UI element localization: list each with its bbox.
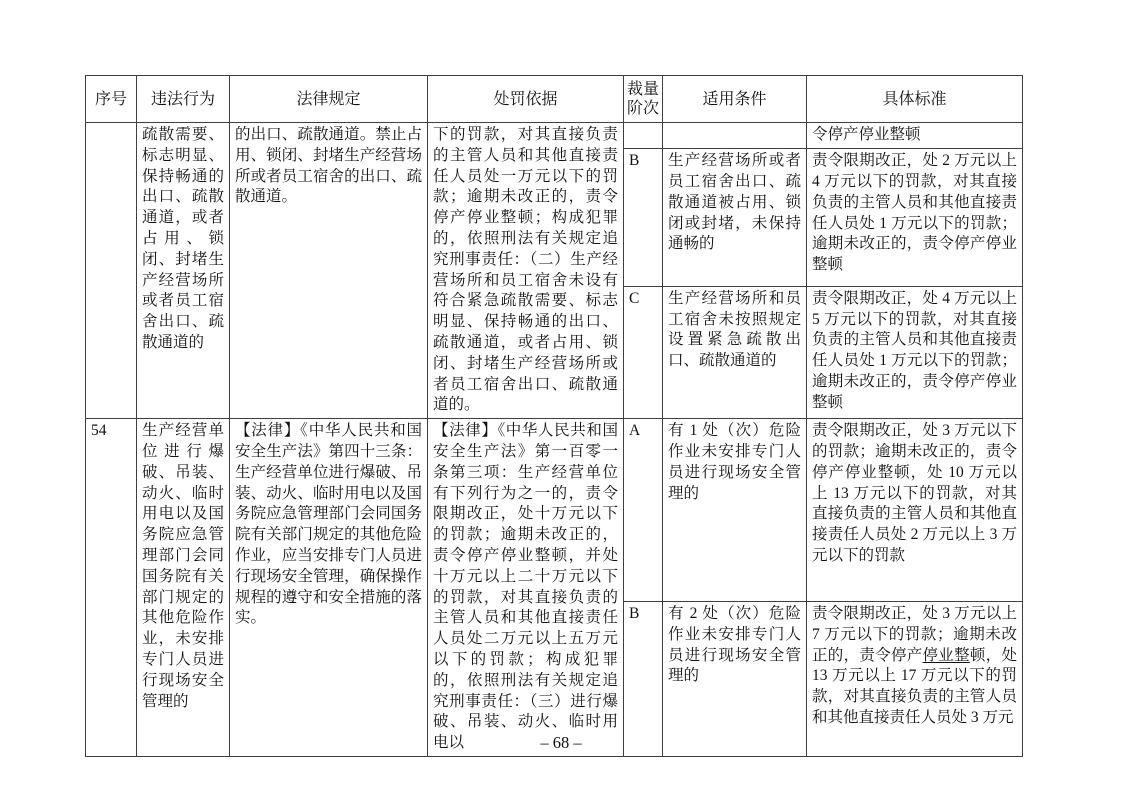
cell-applicable-condition [663, 123, 807, 149]
standard-text-after: 顿，处 13 万元以上 17 万元以下的罚款，对其直接负责的主管人员和其他直接责任人员处 3 万元 [812, 646, 1017, 727]
header-legal-provision: 法律规定 [230, 76, 428, 123]
cell-illegal-behavior: 疏散需要、标志明显、保持畅通的出口、疏散通道，或者占用、锁闭、封堵生产经营场所或者员工宿舍出口、疏散通道的 [137, 123, 230, 419]
cell-discretion-level: B [624, 149, 663, 286]
cell-discretion-level [624, 123, 663, 149]
cell-illegal-behavior: 生产经营单位进行爆破、吊装、动火、临时用电以及国务院应急管理部门会同国务院有关部门规定的其他危险作业，未安排专门人员进行现场安全管理的 [137, 419, 230, 757]
header-penalty-basis: 处罚依据 [428, 76, 624, 123]
standard-text-underlined: 停业整 [922, 646, 970, 664]
header-illegal-behavior: 违法行为 [137, 76, 230, 123]
cell-serial-number [86, 123, 137, 419]
header-serial-number: 序号 [86, 76, 137, 123]
table-row [86, 123, 1023, 149]
cell-specific-standard: 责令限期改正，处 3 万元以下的罚款；逾期未改正的，责令停产停业整顿，处 10 万元以上 13 万元以下的罚款，对其直接负责的主管人员和其他直接责任人员处 2 万元以上 3 万元以下的罚款 [807, 419, 1023, 602]
penalty-discretion-table [85, 75, 1023, 757]
table-row [86, 419, 1023, 602]
cell-applicable-condition: 有 1 处（次）危险作业未安排专门人员进行现场安全管理的 [663, 419, 807, 602]
header-specific-standard: 具体标准 [807, 76, 1023, 123]
cell-penalty-basis: 下的罚款，对其直接负责的主管人员和其他直接责任人员处一万元以下的罚款；逾期未改正的，责令停产停业整顿；构成犯罪的，依照刑法有关规定追究刑事责任：（二）生产经营场所和员工宿舍未设有符合紧急疏散需要、标志明显、保持畅通的出口、疏散通道，或者占用、锁闭、封堵生产经营场所或者员工宿舍出口、疏散通道的。 [428, 123, 624, 419]
cell-specific-standard: 令停产停业整顿 [807, 123, 1023, 149]
header-discretion-level: 裁量阶次 [624, 76, 663, 123]
cell-penalty-basis: 【法律】《中华人民共和国安全生产法》第一百零一条第三项：生产经营单位有下列行为之一的，责令限期改正，处十万元以下的罚款；逾期未改正的，责令停产停业整顿，并处十万元以上二十万元以下的罚款，对其直接负责的主管人员和其他直接责任人员处二万元以上五万元以下的罚款；构成犯罪的，依照刑法有关规定追究刑事责任：（三）进行爆破、吊装、动火、临时用电以 [428, 419, 624, 757]
cell-applicable-condition: 有 2 处（次）危险作业未安排专门人员进行现场安全管理的 [663, 602, 807, 757]
standard-text-before: 责令限期改正，处 3 万元以上 7 万元以下的罚款；逾期未改正的，责令停产 [812, 605, 1017, 664]
cell-serial-number: 54 [86, 419, 137, 757]
cell-applicable-condition: 生产经营场所或者员工宿舍出口、疏散通道被占用、锁闭或封堵，未保持通畅的 [663, 149, 807, 286]
cell-discretion-level: A [624, 419, 663, 602]
cell-specific-standard: 责令限期改正，处 4 万元以上 5 万元以下的罚款，对其直接负责的主管人员和其他直接责任人员处 1 万元以下的罚款；逾期未改正的，责令停产停业整顿 [807, 286, 1023, 418]
cell-legal-provision: 的出口、疏散通道。禁止占用、锁闭、封堵生产经营场所或者员工宿舍的出口、疏散通道。 [230, 123, 428, 419]
table-header-row [86, 76, 1023, 123]
cell-discretion-level: C [624, 286, 663, 418]
page-number: – 68 – [540, 733, 582, 752]
cell-specific-standard: 责令限期改正，处 2 万元以上 4 万元以下的罚款，对其直接负责的主管人员和其他直接责任人员处 1 万元以下的罚款；逾期未改正的，责令停产停业整顿 [807, 149, 1023, 286]
header-applicable-condition: 适用条件 [663, 76, 807, 123]
cell-discretion-level: B [624, 602, 663, 757]
cell-legal-provision: 【法律】《中华人民共和国安全生产法》第四十三条：生产经营单位进行爆破、吊装、动火、临时用电以及国务院应急管理部门会同国务院有关部门规定的其他危险作业，应当安排专门人员进行现场安全管理，确保操作规程的遵守和安全措施的落实。 [230, 419, 428, 757]
cell-applicable-condition: 生产经营场所和员工宿舍未按照规定设置紧急疏散出口、疏散通道的 [663, 286, 807, 418]
